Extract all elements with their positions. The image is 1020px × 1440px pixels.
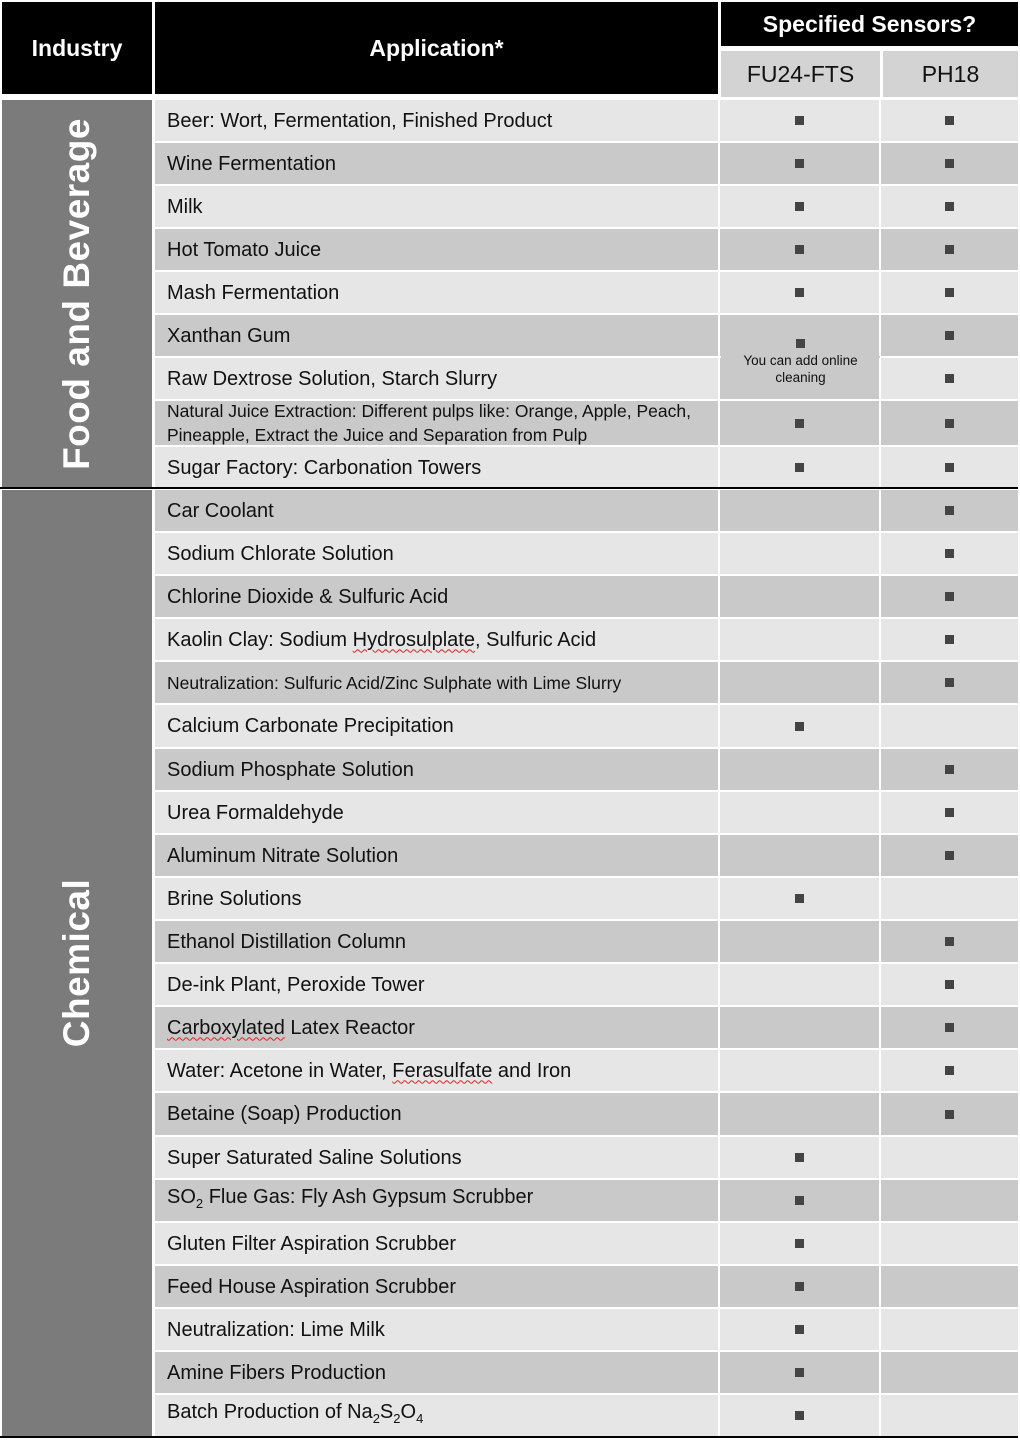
application-text: Chlorine Dioxide & Sulfuric Acid [167, 585, 449, 608]
application-text: Mash Fermentation [167, 281, 340, 304]
spellcheck-word: Carboxylated [167, 1016, 285, 1039]
ph18-column-header: PH18 [883, 51, 1018, 97]
table-row [155, 792, 1018, 833]
application-cell [155, 964, 718, 1005]
fu24-fts-cell [720, 835, 879, 876]
online-cleaning-note: You can add online cleaning [743, 353, 858, 385]
ph18-cell [881, 1137, 1018, 1178]
sensor-mark [945, 980, 954, 989]
sensor-mark [795, 245, 804, 254]
sensor-mark [795, 722, 804, 731]
fu24-fts-cell [720, 1050, 879, 1091]
application-text: Raw Dextrose Solution, Starch Slurry [167, 367, 498, 390]
ph18-cell [881, 619, 1018, 660]
ph18-cell [881, 143, 1018, 184]
application-text: Aluminum Nitrate Solution [167, 844, 399, 867]
application-cell [155, 1223, 718, 1264]
table-row [155, 143, 1018, 184]
ph18-cell [881, 272, 1018, 313]
text-part: Water: Acetone in Water, [167, 1059, 393, 1082]
table-row [155, 1223, 1018, 1264]
table-row [155, 1093, 1018, 1135]
application-text [167, 1059, 571, 1083]
text-part: Latex Reactor [284, 1016, 415, 1039]
fu24-fts-cell [720, 1395, 879, 1436]
fu24-fts-cell [720, 1137, 879, 1178]
sensor-mark [945, 1110, 954, 1119]
sensor-mark [945, 678, 954, 687]
text-part: , Sulfuric Acid [474, 628, 597, 651]
sensor-mark [795, 1153, 804, 1162]
fu24-fts-cell [720, 143, 879, 184]
sensor-mark [945, 419, 954, 428]
sensor-mark [945, 937, 954, 946]
application-cell [155, 835, 718, 876]
sensor-mark [945, 374, 954, 383]
application-header: Application* [155, 2, 718, 94]
application-cell [155, 1180, 718, 1221]
fu24-fts-column-header: FU24-FTS [721, 51, 880, 97]
ph18-cell [881, 878, 1018, 919]
application-cell [155, 1137, 718, 1178]
subscript: 2 [195, 1196, 204, 1211]
sensor-mark [795, 894, 804, 903]
sensor-mark [945, 851, 954, 860]
sensor-mark [945, 549, 954, 558]
subscript: 2 [372, 1411, 380, 1426]
text-part: Kaolin Clay: Sodium [167, 628, 353, 651]
application-cell [155, 1050, 718, 1091]
application-cell [155, 1266, 718, 1307]
ph18-cell [881, 1223, 1018, 1264]
application-text: Sodium Phosphate Solution [167, 758, 414, 781]
application-text: Neutralization: Lime Milk [167, 1318, 385, 1341]
fu24-fts-cell [720, 186, 879, 227]
ph18-cell [881, 447, 1018, 488]
ph18-cell [881, 490, 1018, 531]
fu24-fts-cell [720, 1180, 879, 1221]
ph18-cell [881, 705, 1018, 747]
application-text: Betaine (Soap) Production [167, 1103, 402, 1125]
application-text [167, 1400, 423, 1431]
ph18-cell [881, 533, 1018, 574]
application-text: Super Saturated Saline Solutions [167, 1146, 462, 1169]
application-cell [155, 705, 718, 747]
table-row [155, 401, 1018, 445]
formula-part: S [379, 1401, 394, 1423]
sensor-mark [945, 765, 954, 774]
table-row [155, 878, 1018, 919]
application-cell [155, 749, 718, 790]
sensor-mark [795, 1282, 804, 1291]
application-cell [155, 186, 718, 227]
application-text: Wine Fermentation [167, 152, 336, 175]
ph18-cell [881, 921, 1018, 962]
sensor-mark [945, 288, 954, 297]
table-row [155, 1395, 1018, 1436]
sensor-mark [796, 335, 805, 353]
ph18-cell [881, 1180, 1018, 1221]
application-text: Ethanol Distillation Column [167, 930, 407, 953]
application-text: Amine Fibers Production [167, 1361, 386, 1384]
table-row [155, 1352, 1018, 1393]
application-cell [155, 100, 718, 141]
sensor-mark [945, 159, 954, 168]
application-text: Sugar Factory: Carbonation Towers [167, 456, 482, 479]
fu24-fts-cell [720, 1309, 879, 1350]
application-text: Neutralization: Sulfuric Acid/Zinc Sulphate with Lime Slurry [167, 672, 622, 693]
table-row [155, 533, 1018, 574]
application-cell [155, 533, 718, 574]
ph18-cell [881, 749, 1018, 790]
table-row [155, 1180, 1018, 1221]
ph18-cell [881, 186, 1018, 227]
application-text [167, 1185, 533, 1216]
spellcheck-word: Ferasulfate [392, 1059, 493, 1082]
subscript: 4 [416, 1411, 424, 1426]
industry-header: Industry [2, 2, 152, 94]
table-row [155, 1137, 1018, 1178]
sensor-mark [945, 592, 954, 601]
application-text: Beer: Wort, Fermentation, Finished Product [167, 109, 553, 132]
table-row [155, 619, 1018, 660]
sensor-mark [945, 506, 954, 515]
ph18-cell [881, 964, 1018, 1005]
table-row [155, 964, 1018, 1005]
table-row [155, 490, 1018, 531]
application-cell [155, 315, 718, 356]
table-row [155, 447, 1018, 488]
sensor-mark [945, 1066, 954, 1075]
fu24-fts-cell [720, 1223, 879, 1264]
ph18-cell [881, 1050, 1018, 1091]
fu24-fts-cell [720, 662, 879, 703]
table-row [155, 229, 1018, 270]
sensor-mark [795, 116, 804, 125]
fu24-fts-cell [720, 792, 879, 833]
fu24-fts-cell [720, 401, 879, 445]
sensor-mark [795, 1411, 804, 1420]
sensor-mark [795, 202, 804, 211]
sensor-mark [795, 1368, 804, 1377]
sensor-mark [795, 288, 804, 297]
ph18-cell [881, 401, 1018, 445]
fu24-fts-cell [720, 272, 879, 313]
table-row [155, 835, 1018, 876]
spellcheck-word: Hydrosulplate [352, 628, 475, 651]
table-row [155, 749, 1018, 790]
application-text [167, 628, 596, 652]
ph18-cell [881, 1395, 1018, 1436]
fu24-fts-cell [720, 100, 879, 141]
text-part: and Iron [492, 1059, 572, 1082]
application-cell [155, 272, 718, 313]
sensor-mark [945, 331, 954, 340]
ph18-cell [881, 1007, 1018, 1048]
table-row [155, 1266, 1018, 1307]
text-part: SO [167, 1186, 196, 1208]
text-part: Flue Gas: Fly Ash Gypsum Scrubber [203, 1186, 534, 1208]
industry-food-and-beverage [2, 100, 152, 487]
table-row [155, 705, 1018, 747]
ph18-cell [881, 358, 1018, 399]
application-cell [155, 662, 718, 703]
application-cell [155, 1395, 718, 1436]
sensor-mark [945, 463, 954, 472]
application-cell [155, 1093, 718, 1135]
application-text: Calcium Carbonate Precipitation [167, 715, 454, 737]
formula-part: O [400, 1401, 417, 1423]
ph18-cell [881, 315, 1018, 356]
fu24-fts-cell [720, 705, 879, 747]
sensor-mark [795, 159, 804, 168]
ph18-cell [881, 662, 1018, 703]
application-text: Milk [167, 195, 203, 218]
application-cell [155, 1007, 718, 1048]
application-text: Gluten Filter Aspiration Scrubber [167, 1232, 457, 1255]
application-cell [155, 401, 718, 445]
sensor-mark [945, 245, 954, 254]
fu24-fts-cell [720, 1266, 879, 1307]
table-row [155, 272, 1018, 313]
application-text: Sodium Chlorate Solution [167, 542, 394, 565]
ph18-cell [881, 835, 1018, 876]
fu24-fts-cell [720, 229, 879, 270]
table-row [155, 358, 1018, 399]
application-cell [155, 358, 718, 399]
sensor-mark [795, 419, 804, 428]
fu24-fts-cell [720, 533, 879, 574]
fu24-fts-cell [720, 619, 879, 660]
subscript: 2 [393, 1411, 401, 1426]
fu24-fts-cell [720, 447, 879, 488]
fu24-fts-cell [720, 878, 879, 919]
sensors-header: Specified Sensors? [721, 2, 1018, 46]
application-text: Car Coolant [167, 499, 274, 522]
sensor-mark [795, 463, 804, 472]
application-cell [155, 143, 718, 184]
table-row [155, 662, 1018, 703]
fu24-fts-cell [720, 749, 879, 790]
table-row [155, 921, 1018, 962]
fu24-fts-cell [720, 576, 879, 617]
fu24-fts-cell [720, 964, 879, 1005]
industry-label: Food and Beverage [56, 117, 97, 470]
ph18-cell [881, 1309, 1018, 1350]
ph18-cell [881, 792, 1018, 833]
application-text: Feed House Aspiration Scrubber [167, 1275, 457, 1298]
ph18-cell [881, 1093, 1018, 1135]
table-row [155, 186, 1018, 227]
ph18-cell [881, 576, 1018, 617]
table-bottom-border [0, 1436, 1018, 1438]
application-text [167, 1016, 415, 1040]
application-cell [155, 1309, 718, 1350]
table-row [155, 576, 1018, 617]
application-text: Urea Formaldehyde [167, 801, 344, 824]
application-cell [155, 1352, 718, 1393]
application-text: Hot Tomato Juice [167, 238, 322, 261]
fu24-fts-cell [720, 1352, 879, 1393]
table-row [155, 100, 1018, 141]
application-cell [155, 447, 718, 488]
application-cell [155, 576, 718, 617]
table-row [155, 1309, 1018, 1350]
table-row [155, 1050, 1018, 1091]
sensor-mark [945, 202, 954, 211]
sensor-mark [795, 1239, 804, 1248]
table-row [155, 1007, 1018, 1048]
sensor-mark [795, 1325, 804, 1334]
application-cell [155, 792, 718, 833]
table-row [155, 315, 1018, 356]
sensor-mark [945, 1023, 954, 1032]
ph18-cell [881, 1352, 1018, 1393]
fu24-fts-cell [720, 1093, 879, 1135]
ph18-cell [881, 1266, 1018, 1307]
application-cell [155, 490, 718, 531]
application-text: De-ink Plant, Peroxide Tower [167, 973, 425, 996]
application-cell [155, 921, 718, 962]
sensor-mark [945, 635, 954, 644]
industry-chemical [2, 490, 152, 1436]
formula-part: Batch Production of Na [167, 1401, 373, 1423]
sensor-mark [945, 808, 954, 817]
sensor-mark [945, 116, 954, 125]
sensor-mark [795, 1196, 804, 1205]
ph18-cell [881, 229, 1018, 270]
application-cell [155, 878, 718, 919]
fu24-fts-cell [720, 921, 879, 962]
application-text: Brine Solutions [167, 887, 302, 910]
application-text: Xanthan Gum [167, 324, 291, 347]
fu24-fts-cell [720, 490, 879, 531]
application-cell [155, 619, 718, 660]
industry-label: Chemical [56, 878, 97, 1048]
fu24-fts-cell [720, 1007, 879, 1048]
section-divider [0, 487, 1018, 489]
application-text: Natural Juice Extraction: Different pulps like: Orange, Apple, Peach, Pineapple, Extract the Juice and Separation from Pulp [167, 401, 691, 445]
ph18-cell [881, 100, 1018, 141]
application-cell [155, 229, 718, 270]
